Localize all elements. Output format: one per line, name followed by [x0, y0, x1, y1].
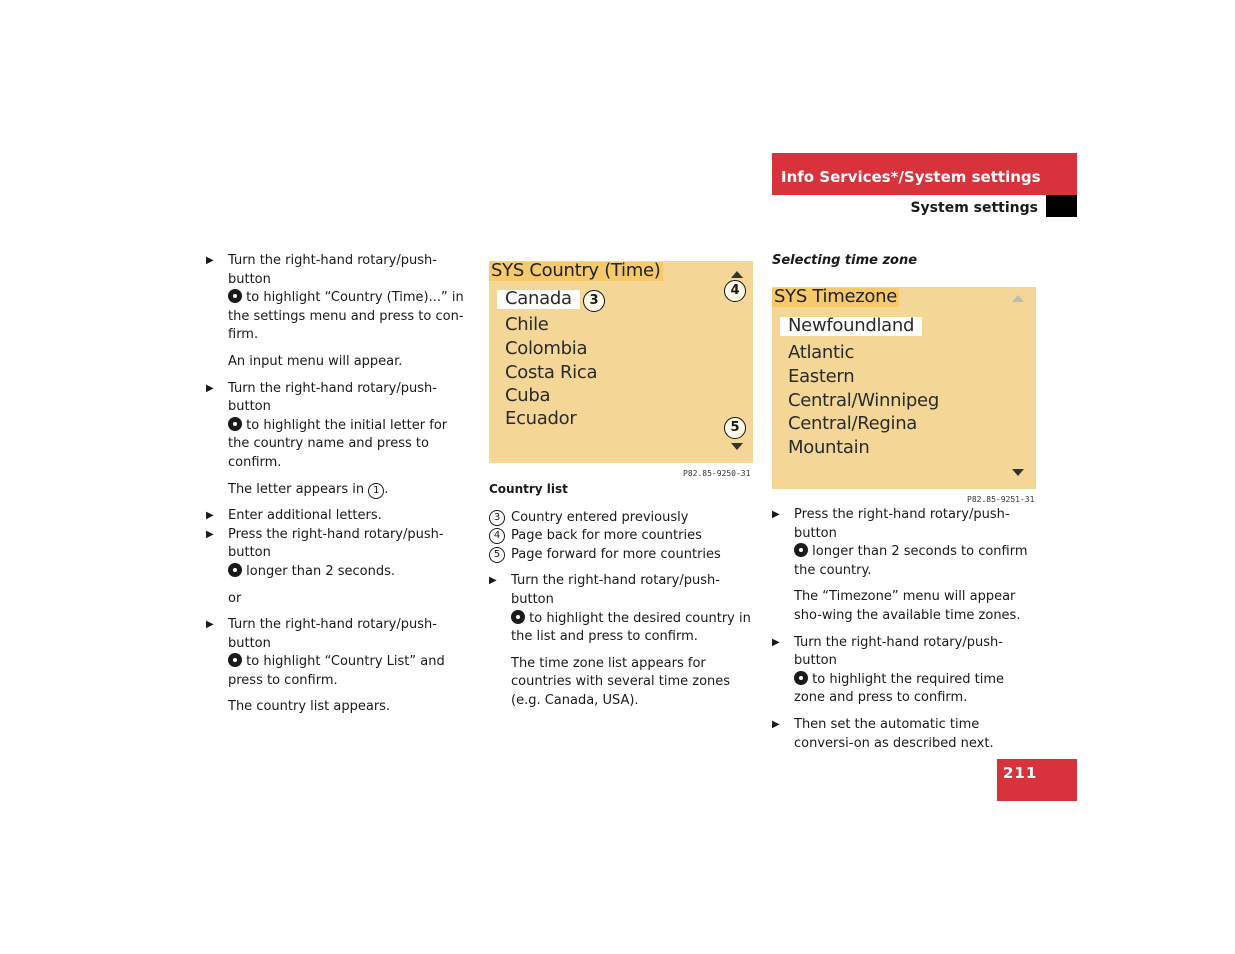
- section-title: Info Services*/System settings: [781, 168, 1041, 186]
- legend-item: 5 Page forward for more countries: [489, 546, 755, 565]
- bullet-triangle-icon: ▶: [206, 382, 214, 394]
- list-item: Costa Rica: [505, 362, 598, 383]
- list-item: Mountain: [788, 437, 870, 458]
- instruction-step: ▶ Turn the right-hand rotary/push-button to highlight the desired country in the list and press to confirm.: [489, 573, 751, 645]
- instruction-step: ▶ Turn the right-hand rotary/push-button to highlight the required time zone and press to confirm.: [772, 634, 1005, 706]
- scroll-up-arrow-icon: [1012, 295, 1024, 302]
- list-item: Colombia: [505, 338, 588, 359]
- instruction-step: ▶ Turn the right-hand rotary/push-button to highlight “Country (Time)...” in the settings menu and press to con-firm.: [206, 253, 464, 343]
- rotary-push-button-icon: [228, 289, 242, 303]
- bullet-triangle-icon: ▶: [772, 509, 780, 520]
- bullet-triangle-icon: ▶: [206, 528, 214, 540]
- country-list-screen: [489, 261, 753, 463]
- bullet-triangle-icon: ▶: [772, 636, 780, 648]
- callout-number-icon: 4: [489, 528, 505, 544]
- figure-caption: Country list: [489, 482, 568, 496]
- list-item: Central/Regina: [788, 413, 918, 434]
- list-item: Atlantic: [788, 342, 855, 363]
- or-separator: or: [228, 590, 242, 606]
- figure-code: P82.85-9250-31: [683, 469, 751, 478]
- subsection-title: System settings: [910, 200, 1038, 216]
- result-note: The “Timezone” menu will appear sho-wing the available time zones.: [794, 589, 1021, 623]
- rotary-push-button-icon: [228, 653, 242, 667]
- result-note: An input menu will appear.: [228, 353, 403, 369]
- column-right-steps: [772, 506, 1038, 753]
- scroll-up-arrow-icon: [731, 271, 743, 278]
- callout-legend: [489, 509, 755, 565]
- bullet-triangle-icon: ▶: [206, 510, 214, 522]
- list-item: Ecuador: [505, 408, 577, 429]
- column-right: [772, 252, 1038, 271]
- scroll-down-arrow-icon: [1012, 469, 1024, 476]
- bullet-triangle-icon: ▶: [772, 718, 780, 730]
- legend-item: 3 Country entered previously: [489, 509, 755, 528]
- instruction-step: ▶ Turn the right-hand rotary/push-button to highlight “Country List” and press to confirm.: [206, 617, 445, 688]
- instruction-step: ▶ Turn the right-hand rotary/push-button to highlight the initial letter for the country name and press to confirm.: [206, 380, 448, 470]
- thumb-tab-marker: [1046, 195, 1077, 217]
- list-item: Central/Winnipeg: [788, 390, 939, 411]
- bullet-triangle-icon: ▶: [206, 255, 214, 266]
- result-note: The country list appears.: [228, 699, 391, 715]
- timezone-screen: [772, 287, 1036, 489]
- callout-number-icon: 1: [368, 483, 384, 499]
- page-number: 211: [1003, 764, 1038, 782]
- figure-code: P82.85-9251-31: [967, 495, 1035, 504]
- list-item-selected: Newfoundland: [780, 317, 922, 336]
- list-item: Cuba: [505, 385, 551, 406]
- rotary-push-button-icon: [228, 417, 242, 431]
- screen-title: SYS Timezone: [774, 287, 897, 307]
- callout-4: 4: [724, 280, 746, 302]
- callout-5: 5: [724, 417, 746, 439]
- rotary-push-button-icon: [794, 671, 808, 685]
- screen-title: SYS Country (Time): [491, 261, 661, 281]
- column-middle: [489, 480, 755, 711]
- result-note: The letter appears in 1 .: [228, 481, 389, 497]
- bullet-triangle-icon: ▶: [206, 619, 214, 631]
- result-note: The time zone list appears for countries with several time zones (e.g. Canada, USA).: [511, 655, 731, 708]
- instruction-step: ▶ Press the right-hand rotary/push-button longer than 2 seconds.: [206, 526, 444, 579]
- list-item: Eastern: [788, 366, 855, 387]
- callout-number-icon: 3: [489, 510, 505, 526]
- instruction-step: ▶ Press the right-hand rotary/push-button longer than 2 seconds to confirm the country.: [772, 507, 1028, 578]
- instruction-step: ▶ Then set the automatic time conversi-on as described next.: [772, 716, 994, 751]
- scroll-down-arrow-icon: [731, 443, 743, 450]
- list-item: Chile: [505, 314, 549, 335]
- bullet-triangle-icon: ▶: [489, 575, 497, 587]
- legend-item: 4 Page back for more countries: [489, 527, 755, 546]
- rotary-push-button-icon: [794, 543, 808, 557]
- column-left: [206, 252, 472, 717]
- instruction-step: ▶ Enter additional letters.: [206, 507, 472, 526]
- callout-3: 3: [583, 290, 605, 312]
- rotary-push-button-icon: [228, 563, 242, 577]
- section-heading: Selecting time zone: [772, 253, 918, 268]
- rotary-push-button-icon: [511, 610, 525, 624]
- list-item-selected: Canada: [497, 290, 580, 309]
- callout-number-icon: 5: [489, 547, 505, 563]
